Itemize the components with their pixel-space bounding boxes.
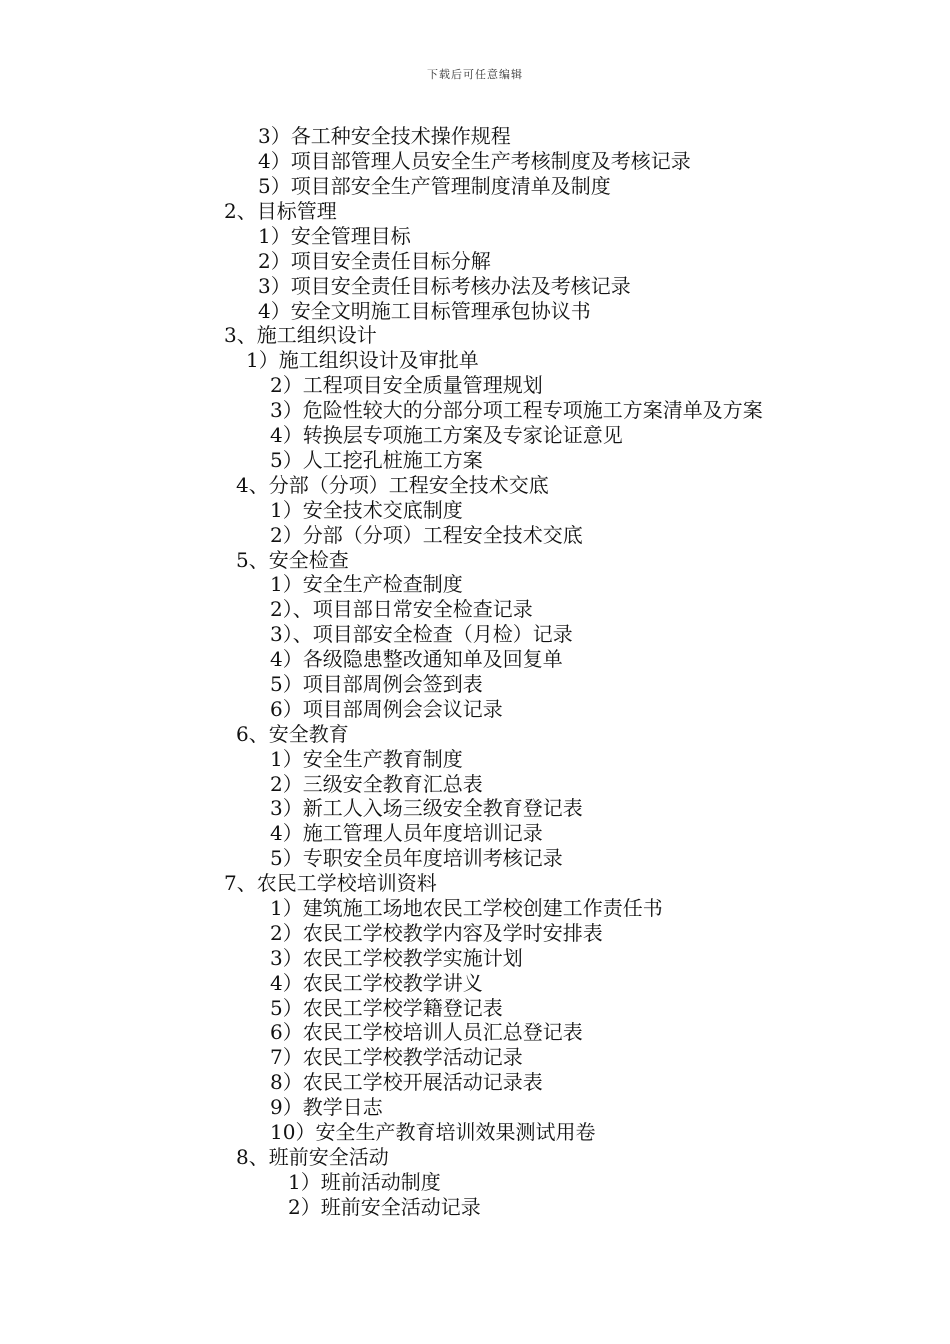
list-item: 8）农民工学校开展活动记录表 bbox=[270, 1070, 543, 1094]
list-item: 2）农民工学校教学内容及学时安排表 bbox=[270, 921, 603, 945]
list-item: 4）安全文明施工目标管理承包协议书 bbox=[258, 299, 591, 323]
list-item: 1）安全管理目标 bbox=[258, 224, 411, 248]
list-item: 1）安全生产检查制度 bbox=[270, 572, 463, 596]
list-item: 5）项目部安全生产管理制度清单及制度 bbox=[258, 174, 611, 198]
list-item: 3）农民工学校教学实施计划 bbox=[270, 946, 523, 970]
list-item: 6）项目部周例会会议记录 bbox=[270, 697, 503, 721]
list-item: 2）项目安全责任目标分解 bbox=[258, 249, 491, 273]
section-heading: 4、分部（分项）工程安全技术交底 bbox=[236, 473, 549, 497]
list-item: 4）农民工学校教学讲义 bbox=[270, 971, 483, 995]
section-heading: 7、农民工学校培训资料 bbox=[224, 871, 437, 895]
list-item: 2）、项目部日常安全检查记录 bbox=[270, 597, 533, 621]
list-item: 9）教学日志 bbox=[270, 1095, 383, 1119]
list-item: 4）施工管理人员年度培训记录 bbox=[270, 821, 543, 845]
list-item: 3）各工种安全技术操作规程 bbox=[258, 124, 511, 148]
list-item: 3）新工人入场三级安全教育登记表 bbox=[270, 796, 583, 820]
list-item: 4）项目部管理人员安全生产考核制度及考核记录 bbox=[258, 149, 691, 173]
list-item: 3）项目安全责任目标考核办法及考核记录 bbox=[258, 274, 631, 298]
list-item: 2）三级安全教育汇总表 bbox=[270, 772, 483, 796]
list-item: 4）转换层专项施工方案及专家论证意见 bbox=[270, 423, 623, 447]
list-item: 5）人工挖孔桩施工方案 bbox=[270, 448, 483, 472]
section-heading: 2、目标管理 bbox=[224, 199, 337, 223]
list-item: 2）班前安全活动记录 bbox=[288, 1195, 481, 1219]
section-heading: 6、安全教育 bbox=[236, 722, 349, 746]
list-item: 1）安全生产教育制度 bbox=[270, 747, 463, 771]
page-header: 下载后可任意编辑 bbox=[427, 68, 523, 81]
list-item: 3）危险性较大的分部分项工程专项施工方案清单及方案 bbox=[270, 398, 763, 422]
list-item: 7）农民工学校教学活动记录 bbox=[270, 1045, 523, 1069]
list-item: 10）安全生产教育培训效果测试用卷 bbox=[270, 1120, 596, 1144]
list-item: 1）安全技术交底制度 bbox=[270, 498, 463, 522]
list-item: 5）农民工学校学籍登记表 bbox=[270, 996, 503, 1020]
list-item: 1）施工组织设计及审批单 bbox=[246, 348, 479, 372]
section-heading: 3、施工组织设计 bbox=[224, 323, 377, 347]
list-item: 4）各级隐患整改通知单及回复单 bbox=[270, 647, 563, 671]
list-item: 3）、项目部安全检查（月检）记录 bbox=[270, 622, 573, 646]
section-heading: 5、安全检查 bbox=[236, 548, 349, 572]
list-item: 2）分部（分项）工程安全技术交底 bbox=[270, 523, 583, 547]
section-heading: 8、班前安全活动 bbox=[236, 1145, 389, 1169]
list-item: 1）建筑施工场地农民工学校创建工作责任书 bbox=[270, 896, 663, 920]
list-item: 5）专职安全员年度培训考核记录 bbox=[270, 846, 563, 870]
list-item: 1）班前活动制度 bbox=[288, 1170, 441, 1194]
list-item: 5）项目部周例会签到表 bbox=[270, 672, 483, 696]
list-item: 6）农民工学校培训人员汇总登记表 bbox=[270, 1020, 583, 1044]
list-item: 2）工程项目安全质量管理规划 bbox=[270, 373, 543, 397]
